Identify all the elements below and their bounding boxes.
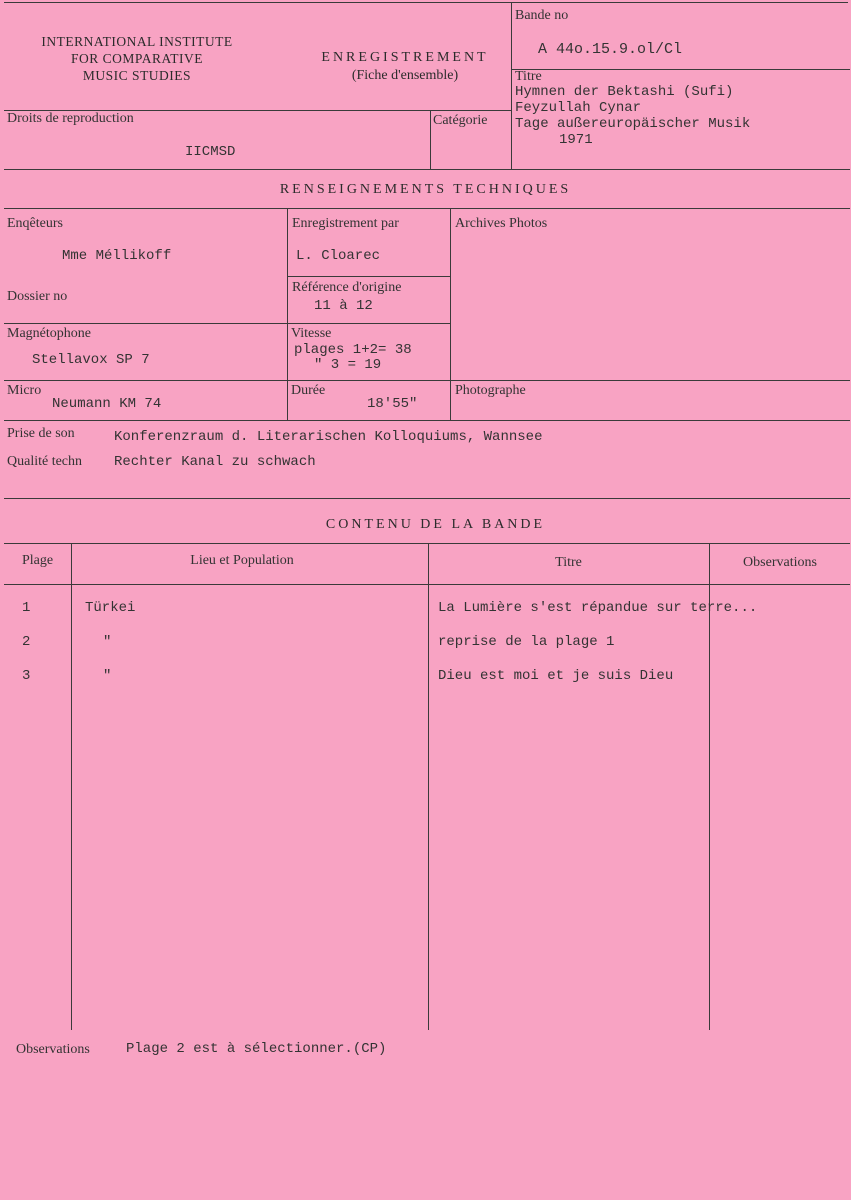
col-header-lieu: Lieu et Population <box>190 553 294 568</box>
col-header-plage: Plage <box>21 553 54 568</box>
col-header-titre: Titre <box>555 555 582 570</box>
prise-label: Prise de son <box>7 426 75 441</box>
titre-line-2: Feyzullah Cynar <box>515 100 642 116</box>
prise-value: Konferenzraum d. Literarischen Kolloquiums, Wannsee <box>114 429 543 445</box>
row-titre: La Lumière s'est répandue sur terre... <box>438 600 758 616</box>
reference-label: Référence d'origine <box>292 280 402 295</box>
divider-bande <box>511 2 512 169</box>
observations-label: Observations <box>16 1042 90 1057</box>
enregistrement-subtitle: (Fiche d'ensemble) <box>351 68 459 83</box>
row-lieu: " <box>103 634 112 650</box>
bande-value: A 44o.15.9.ol/Cl <box>538 41 683 58</box>
micro-value: Neumann KM 74 <box>52 396 162 412</box>
duree-label: Durée <box>291 383 326 398</box>
qualite-label: Qualité techn <box>7 454 83 469</box>
divider-tech-heading <box>4 208 850 209</box>
enregistrement-par-value: L. Cloarec <box>296 248 381 264</box>
archives-photos-label: Archives Photos <box>455 216 548 231</box>
dossier-label: Dossier no <box>7 289 68 304</box>
table-row <box>0 600 851 622</box>
divider-categorie <box>430 110 431 169</box>
magnetophone-value: Stellavox SP 7 <box>32 352 150 368</box>
row-titre: Dieu est moi et je suis Dieu <box>438 668 674 684</box>
bande-label: Bande no <box>515 8 569 23</box>
table-row <box>0 668 851 690</box>
enregistrement-par-label: Enregistrement par <box>292 216 399 231</box>
institute-line-1: INTERNATIONAL INSTITUTE <box>41 34 233 49</box>
enqueteurs-value: Mme Méllikoff <box>62 248 172 264</box>
row-plage: 1 <box>22 600 31 616</box>
row-titre: reprise de la plage 1 <box>438 634 615 650</box>
magnetophone-label: Magnétophone <box>7 326 91 341</box>
vitesse-value <box>294 343 412 373</box>
row-plage: 3 <box>22 668 31 684</box>
divider-header-bottom <box>4 169 850 170</box>
divider-table-header <box>4 584 850 585</box>
divider-tech-col2 <box>450 208 451 420</box>
institute-line-2: FOR COMPARATIVE <box>71 51 203 66</box>
titre-value <box>515 84 750 148</box>
qualite-value: Rechter Kanal zu schwach <box>114 454 316 470</box>
micro-label: Micro <box>7 383 42 398</box>
divider-ref <box>287 276 450 277</box>
observations-value: Plage 2 est à sélectionner.(CP) <box>126 1041 387 1057</box>
titre-line-1: Hymnen der Bektashi (Sufi) <box>515 84 734 100</box>
titre-label: Titre <box>515 69 542 84</box>
contents-heading: CONTENU DE LA BANDE <box>325 517 546 532</box>
tech-heading: RENSEIGNEMENTS TECHNIQUES <box>279 182 572 197</box>
droits-value: IICMSD <box>185 144 236 160</box>
divider-magneto <box>4 323 451 324</box>
enqueteurs-label: Enqêteurs <box>7 216 63 231</box>
institute-name <box>6 33 268 84</box>
col-header-observations: Observations <box>743 555 817 570</box>
photographe-label: Photographe <box>455 383 526 398</box>
vitesse-line-1: plages 1+2= 38 <box>294 342 412 358</box>
divider-bande-titre <box>511 69 850 70</box>
duree-value: 18'55" <box>367 396 418 412</box>
divider-prise <box>4 420 850 421</box>
top-border <box>4 2 848 3</box>
row-lieu: " <box>103 668 112 684</box>
vitesse-line-2: " 3 = 19 <box>314 357 382 373</box>
divider-table-top <box>4 543 850 544</box>
divider-contenu <box>4 498 850 499</box>
row-plage: 2 <box>22 634 31 650</box>
vitesse-label: Vitesse <box>291 326 332 341</box>
enregistrement-title: ENREGISTREMENT <box>321 50 489 65</box>
divider-micro <box>4 380 850 381</box>
droits-label: Droits de reproduction <box>7 111 134 126</box>
table-row <box>0 634 851 656</box>
reference-value: 11 à 12 <box>314 298 373 314</box>
row-lieu: Türkei <box>85 600 136 616</box>
categorie-label: Catégorie <box>433 113 488 128</box>
divider-tech-col1 <box>287 208 288 420</box>
titre-line-3: Tage außereuropäischer Musik <box>515 116 751 132</box>
institute-line-3: MUSIC STUDIES <box>82 68 192 83</box>
titre-line-4: 1971 <box>559 132 593 148</box>
